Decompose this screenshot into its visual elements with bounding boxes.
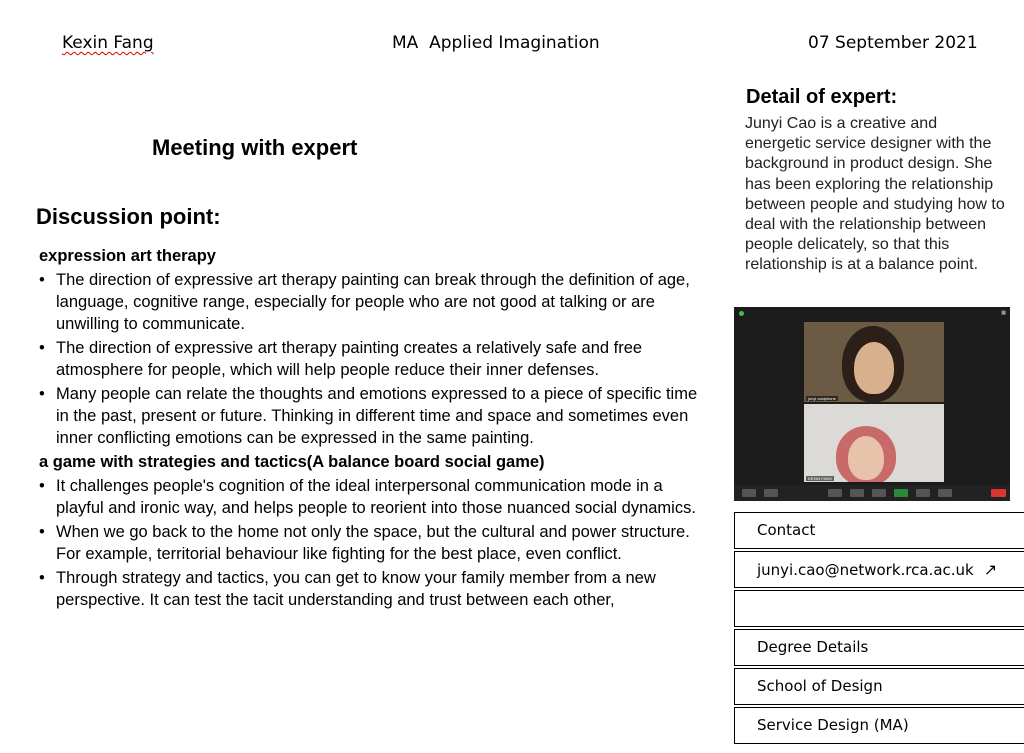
call-toolbar xyxy=(734,485,1010,501)
participant-skin xyxy=(854,342,894,394)
blank-card xyxy=(734,590,1024,627)
document-date: 07 September 2021 xyxy=(808,33,978,53)
programme-card: Service Design (MA) xyxy=(734,707,1024,744)
contact-card: Contact xyxy=(734,512,1024,549)
video-call-screenshot xyxy=(734,307,1010,501)
reactions-icon[interactable] xyxy=(938,489,952,497)
list-item: • Through strategy and tactics, you can get to know your family member from a new perspective. It can test the tacit understanding and trust between each other, xyxy=(39,567,707,611)
discussion-title: Discussion point: xyxy=(36,204,221,229)
degree-details-card: Degree Details xyxy=(734,629,1024,666)
school-card: School of Design xyxy=(734,668,1024,705)
status-dot-icon xyxy=(739,311,744,316)
end-call-button[interactable] xyxy=(991,489,1006,497)
list-item: • When we go back to the home not only the space, but the cultural and power structure. For example, territorial behaviour like fighting for the best place, even conflict. xyxy=(39,521,707,565)
author-name: Kexin Fang xyxy=(62,33,154,53)
meeting-title: Meeting with expert xyxy=(152,135,358,160)
list-item: • Many people can relate the thoughts and emotions expressed to a piece of specific time in the past, present or future. Thinking in different time and space and sometimes even inner conflicting emotions can be expressed in the same painting. xyxy=(39,383,707,449)
email-link[interactable] xyxy=(734,551,1024,588)
discussion-content xyxy=(39,246,707,614)
expert-title: Detail of expert: xyxy=(746,86,898,108)
section-heading: a game with strategies and tactics(A balance board social game) xyxy=(39,453,545,471)
participant-label: KEXIN FANG xyxy=(808,476,833,481)
email-address: junyi.cao@network.rca.ac.uk xyxy=(757,561,974,579)
point-list xyxy=(39,475,707,611)
north-east-arrow-icon: ↗ xyxy=(983,560,998,579)
list-item: • The direction of expressive art therapy painting creates a relatively safe and free atmosphere for people, which will help people reduce their inner defenses. xyxy=(39,337,707,381)
participant-label: junyi caoiphone xyxy=(808,396,836,401)
point-list xyxy=(39,269,707,449)
record-icon[interactable] xyxy=(916,489,930,497)
security-icon[interactable] xyxy=(828,489,842,497)
chat-icon[interactable] xyxy=(872,489,886,497)
programme-name: MA Applied Imagination xyxy=(392,33,600,53)
participants-icon[interactable] xyxy=(850,489,864,497)
section-heading: expression art therapy xyxy=(39,247,216,265)
video-icon[interactable] xyxy=(764,489,778,497)
participant-skin xyxy=(848,436,884,480)
mute-icon[interactable] xyxy=(742,489,756,497)
participant-tile xyxy=(804,404,944,482)
list-item: • The direction of expressive art therapy painting can break through the definition of age, language, cognitive range, especially for people who are not good at talking or are unwilling to communicate. xyxy=(39,269,707,335)
view-toggle-icon: ▦ xyxy=(1001,310,1006,316)
participant-tile xyxy=(804,322,944,402)
share-screen-icon[interactable] xyxy=(894,489,908,497)
list-item: • It challenges people's cognition of the ideal interpersonal communication mode in a playful and ironic way, and helps people to reorient into those nuanced social dynamics. xyxy=(39,475,707,519)
expert-bio: Junyi Cao is a creative and energetic service designer with the background in product design. She has been exploring the relationship between people and studying how to deal with the relationship between people delicately, so that this relationship is at a balance point. xyxy=(745,115,1005,274)
